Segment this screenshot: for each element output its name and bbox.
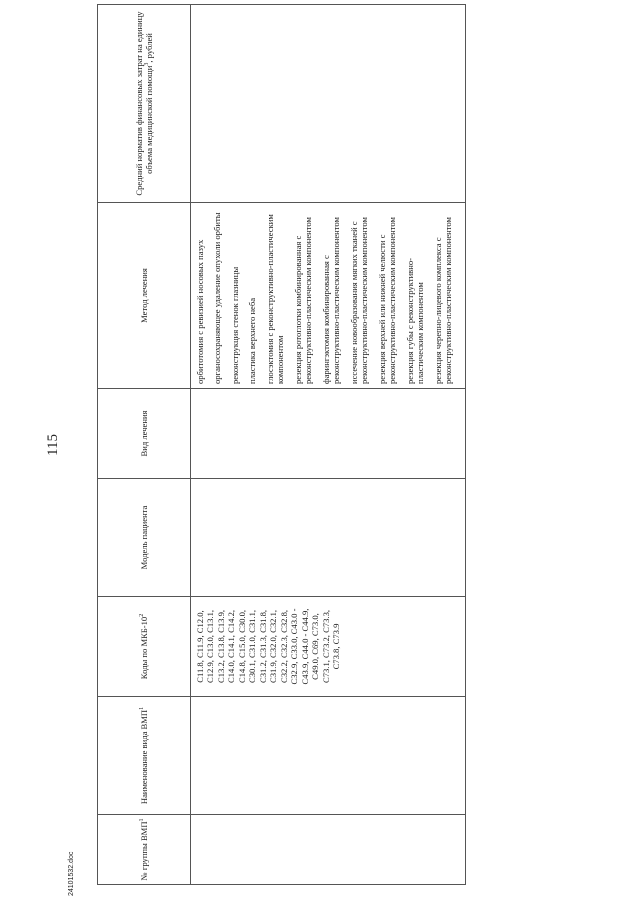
- page-number: 115: [45, 434, 61, 456]
- method-item: пластика верхнего неба: [247, 297, 258, 384]
- table-row: [191, 5, 466, 885]
- header-icd-codes: Коды по МКБ-$10^2$: [98, 597, 191, 697]
- header-group-no: № группы ВМП$^1$: [98, 815, 191, 885]
- method-item: иссечение новообразования мягких тканей с реконструктивно-пластическим компонентом: [348, 217, 370, 384]
- method-item: резекция ротоглотки комбинированная с реконструктивно-пластическим компонентом: [292, 217, 314, 384]
- method-item: резекция верхней или нижней челюсти с реконструктивно-пластическим компонентом: [376, 217, 398, 384]
- method-item: глосэктомия с реконструктивно-пластическим компонентом: [264, 214, 286, 384]
- document-file-id: 24101532.doc: [68, 851, 75, 896]
- vmp-table: [97, 4, 466, 885]
- cell-group-no: [191, 815, 466, 885]
- cell-avg-cost: [191, 5, 466, 203]
- header-patient-model: Модель пациента: [98, 479, 191, 597]
- method-item: фарингэктомия комбинированная с реконструктивно-пластическим компонентом: [320, 217, 342, 384]
- header-treatment-type: Вид лечения: [98, 389, 191, 479]
- cell-vmp-name: [191, 697, 466, 815]
- header-treatment-method: Метод лечения: [98, 203, 191, 389]
- method-item: резекция губы с реконструктивно-пластическим компонентом: [404, 258, 426, 384]
- header-avg-cost: Средний норматив финансовых затрат на единицу объема медицинской помощи$^3$, рублей: [98, 5, 191, 203]
- header-vmp-name: Наименование вида ВМП$^1$: [98, 697, 191, 815]
- table-header-row: [98, 5, 191, 885]
- cell-patient-model: [191, 479, 466, 597]
- cell-treatment-type: [191, 389, 466, 479]
- cell-treatment-methods: [191, 203, 466, 389]
- cell-icd-codes: С11.8, С11.9, С12.0, С12.9, С13.0, С13.1, С13.2, С13.8, С13.9, С14.0, С14.1, С14.2, С14.8, С15.0, С30.0, С30.1, С31.0, С31.1, С31.2, С31.3, С31.8, С31.9, С32.0, С32.1, С32.2, С32.3, С32.8, С32.9, С33.0, С43.0 - С43.9, С44.0 - С44.9, С49.0, С69, С73.0, С73.1, С73.2, С73.3, С73.8, С73.9: [191, 597, 466, 697]
- method-item: органосохраняющее удаление опухоли орбиты: [212, 212, 223, 384]
- method-item: орбитотомия с ревизией носовых пазух: [195, 239, 205, 384]
- method-item: резекция черепно-лицевого комплекса с реконструктивно-пластическим компонентом: [432, 217, 454, 384]
- method-item: реконструкция стенок глазницы: [229, 266, 240, 384]
